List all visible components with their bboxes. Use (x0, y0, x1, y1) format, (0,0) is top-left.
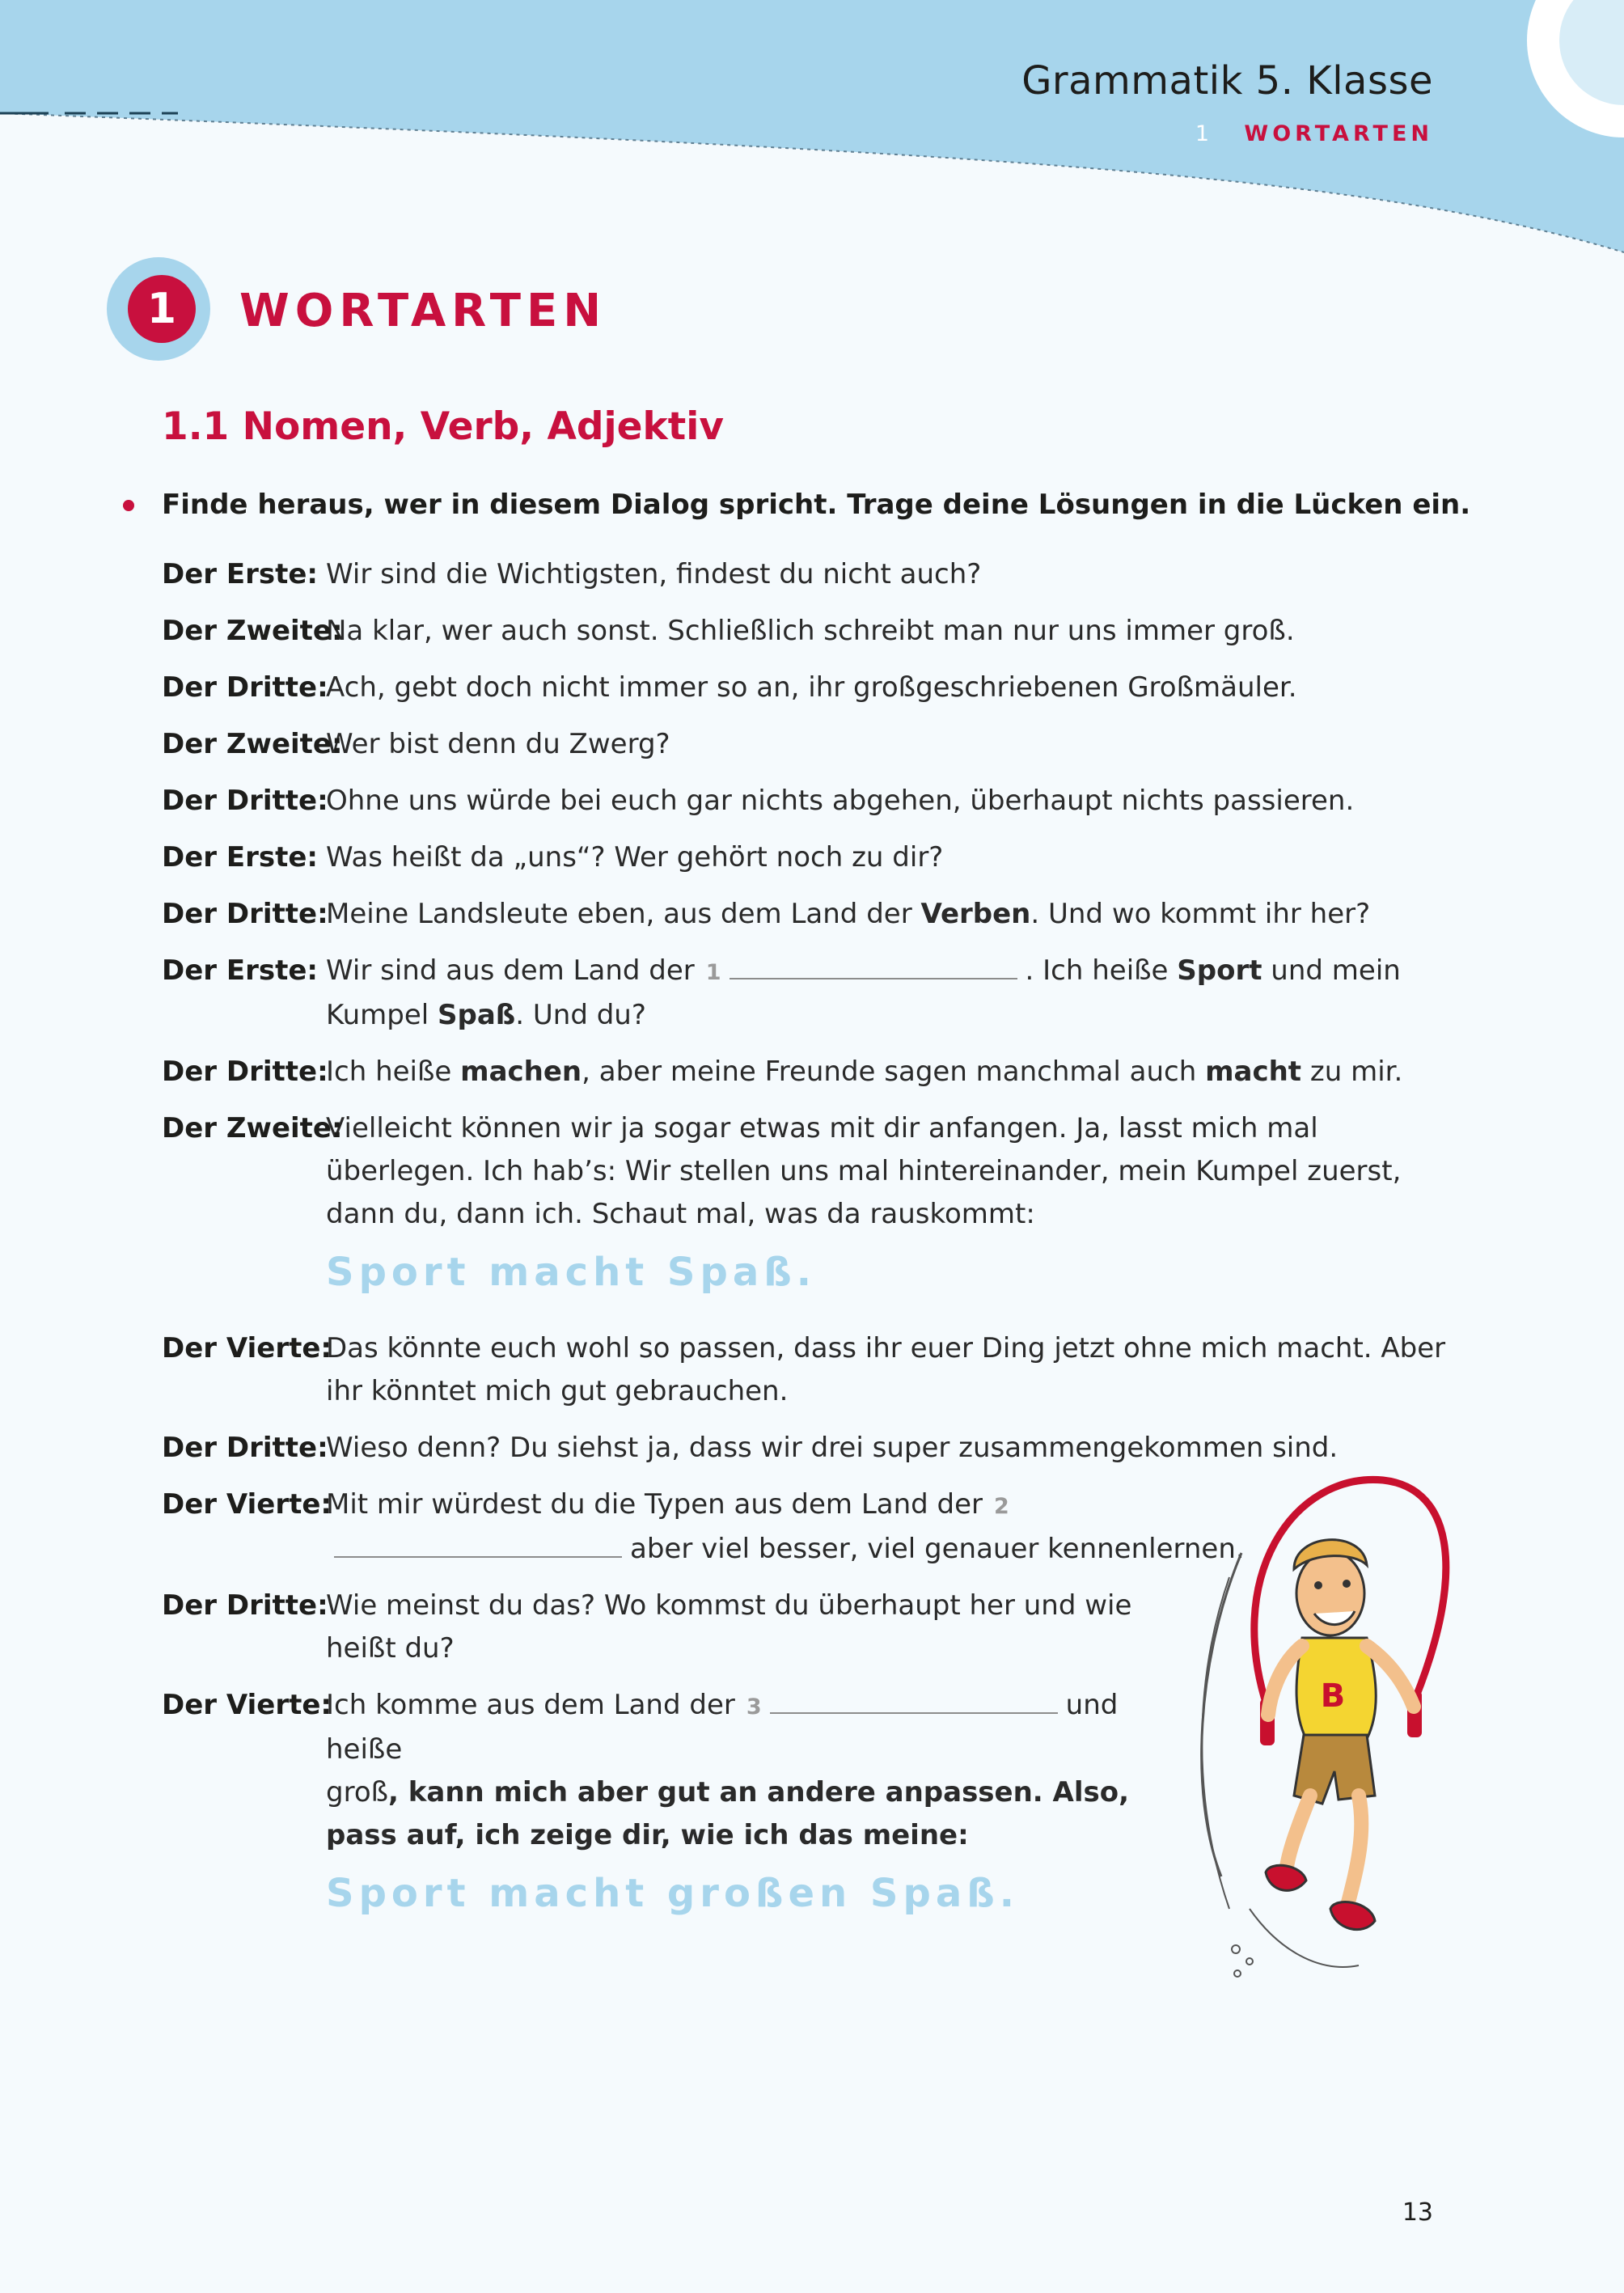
chapter-number: 1 (128, 275, 196, 343)
speaker: Der Zweite: (162, 615, 343, 647)
dialog-line (162, 1584, 1132, 1670)
speaker: Der Dritte: (162, 1589, 328, 1622)
gap-number: 2 (994, 1494, 1009, 1519)
rope-skipping-boy-illustration (1173, 1456, 1480, 2006)
dialog-text: Wir sind die Wichtigsten, findest du nicht auch? (326, 558, 982, 590)
gap-number: 1 (705, 960, 721, 985)
speaker: Der Dritte: (162, 785, 328, 817)
dialog-text: Das könnte euch wohl so passen, dass ihr euer Ding jetzt ohne mich macht. Aber ihr könntet mich gut gebrauchen. (326, 1332, 1446, 1407)
dialog-text: Wie meinst du das? Wo kommst du überhaupt her und wie heißt du? (326, 1589, 1132, 1665)
speaker: Der Vierte: (162, 1332, 332, 1364)
dialog-line (162, 666, 1456, 709)
dialog-line (162, 1107, 1456, 1236)
task-instruction: Finde heraus, wer in diesem Dialog spricht. Trage deine Lösungen in die Lücken ein. (162, 489, 1471, 521)
dialog-line (162, 893, 1456, 936)
header-chapter-number: 1 (1195, 121, 1214, 146)
dialog-line (162, 1483, 1278, 1571)
shoe (1266, 1865, 1306, 1890)
dialog-line (162, 780, 1456, 823)
dialog-text: Mit mir würdest du die Typen aus dem Land der 2aber viel besser, viel genauer kennenlernen. (326, 1488, 1245, 1565)
dialog-line (162, 1051, 1456, 1094)
dialog-line (162, 610, 1456, 653)
section-title: 1.1 Nomen, Verb, Adjektiv (162, 404, 724, 449)
dialog-text: Wir sind aus dem Land der 1 . Ich heiße Sport und mein Kumpel Spaß. Und du? (326, 954, 1401, 1031)
dialog-text: Wieso denn? Du siehst ja, dass wir drei super zusammengekommen sind. (326, 1432, 1339, 1464)
dialog-line (162, 950, 1456, 1037)
bullet-icon (123, 500, 134, 511)
example-sentence-2: Sport macht großen Spaß. (326, 1871, 1019, 1916)
dialog-line (162, 723, 1456, 766)
dialog-text: Na klar, wer auch sonst. Schließlich schreibt man nur uns immer groß. (326, 615, 1295, 647)
speaker: Der Erste: (162, 954, 319, 987)
speaker: Der Zweite: (162, 728, 343, 760)
book-title: Grammatik 5. Klasse (1021, 58, 1433, 104)
chapter-title: WORTARTEN (239, 285, 607, 337)
speaker: Der Dritte: (162, 1056, 328, 1088)
dialog-line (162, 553, 1456, 596)
header-chapter-tag (1195, 121, 1433, 146)
dialog-text: Meine Landsleute eben, aus dem Land der Verben. Und wo kommt ihr her? (326, 898, 1371, 930)
speaker: Der Vierte: (162, 1488, 332, 1521)
dialog-line (162, 836, 1456, 879)
speaker: Der Dritte: (162, 1432, 328, 1464)
motion-line (1202, 1577, 1229, 1909)
shoe (1330, 1902, 1375, 1930)
dialog-text: Was heißt da „uns“? Wer gehört noch zu dir? (326, 841, 944, 874)
speaker: Der Vierte: (162, 1689, 332, 1721)
chapter-number-badge (107, 257, 210, 361)
speaker: Der Erste: (162, 558, 319, 590)
header-chapter-name: WORTARTEN (1244, 121, 1433, 146)
speaker: Der Dritte: (162, 671, 328, 704)
gap-number: 3 (746, 1694, 762, 1720)
dialog-line (162, 1327, 1456, 1413)
dialog-text: Wer bist denn du Zwerg? (326, 728, 670, 760)
answer-gap-3[interactable] (770, 1688, 1058, 1714)
dialog-text: Ich komme aus dem Land der 3 und heiße groß, kann mich aber gut an andere anpassen. Also, pass auf, ich zeige dir, wie ich das meine: (326, 1689, 1130, 1851)
dialog-text: Ohne uns würde bei euch gar nichts abgehen, überhaupt nichts passieren. (326, 785, 1355, 817)
speaker: Der Erste: (162, 841, 319, 874)
speaker: Der Zweite: (162, 1112, 343, 1144)
answer-gap-2[interactable] (334, 1532, 622, 1558)
dialog-text: Ach, gebt doch nicht immer so an, ihr großgeschriebenen Großmäuler. (326, 671, 1297, 704)
dialog-text: Vielleicht können wir ja sogar etwas mit dir anfangen. Ja, lasst mich mal überlegen. Ich hab’s: Wir stellen uns mal hintereinander, mein Kumpel zuerst, dann du, dann ich. Schaut mal, was da rauskommt: (326, 1112, 1402, 1230)
shirt-letter: B (1320, 1677, 1346, 1715)
answer-gap-1[interactable] (730, 954, 1017, 979)
speaker: Der Dritte: (162, 898, 328, 930)
page-number: 13 (1402, 2198, 1433, 2227)
example-sentence-1: Sport macht Spaß. (326, 1250, 816, 1295)
dialog-line (162, 1684, 1132, 1857)
dialog-text: Ich heiße machen, aber meine Freunde sagen manchmal auch macht zu mir. (326, 1056, 1403, 1088)
